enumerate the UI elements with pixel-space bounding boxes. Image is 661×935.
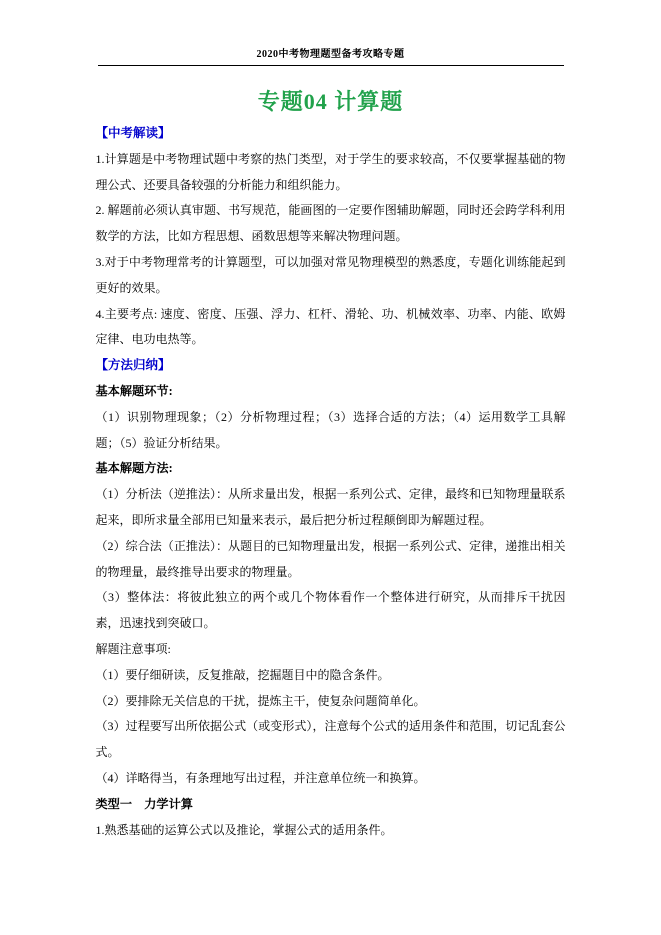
method-paragraph-2: （2）综合法（正推法）：从题目的已知物理量出发，根据一系列公式、定律，递推出相关的物理量，最终推导出要求的物理量。: [95, 538, 566, 579]
type-one-paragraph-1: 1.熟悉基础的运算公式以及推论，掌握公式的适用条件。: [95, 822, 393, 837]
exam-analysis-paragraph-1: 1.计算题是中考物理试题中考察的热门类型，对于学生的要求较高，不仅要掌握基础的物理公式、还要具备较强的分析能力和组织能力。: [95, 151, 566, 192]
subheading-basic-methods: 基本解题方法:: [95, 461, 173, 476]
exam-analysis-paragraph-4: 4.主要考点: 速度、密度、压强、浮力、杠杆、滑轮、功、机械效率、功率、内能、欧姆定律、电功电热等。: [95, 306, 566, 347]
basic-steps-paragraph: （1）识别物理现象；（2）分析物理过程；（3）选择合适的方法；（4）运用数学工具解题；（5）验证分析结果。: [95, 409, 566, 450]
note-paragraph-1: （1）要仔细研读，反复推敲，挖掘题目中的隐含条件。: [95, 667, 390, 682]
subheading-basic-steps: 基本解题环节:: [95, 383, 173, 398]
section-heading-exam-analysis: 【中考解读】: [95, 126, 171, 140]
exam-analysis-paragraph-3: 3.对于中考物理常考的计算题型，可以加强对常见物理模型的熟悉度，专题化训练能起到更好的效果。: [95, 254, 566, 295]
subheading-solving-notes: 解题注意事项:: [95, 641, 171, 656]
page-title: 专题04 计算题: [257, 89, 404, 114]
page-header: [98, 0, 564, 66]
note-paragraph-4: （4）详略得当，有条理地写出过程，并注意单位统一和换算。: [95, 770, 426, 785]
note-paragraph-3: （3）过程要写出所依据公式（或变形式），注意每个公式的适用条件和范围，切记乱套公式。: [95, 719, 566, 760]
method-paragraph-1: （1）分析法（逆推法）：从所求量出发，根据一系列公式、定律，最终和已知物理量联系起来，即所求量全部用已知量来表示，最后把分析过程颠倒即为解题过程。: [95, 487, 566, 527]
section-heading-method-summary: 【方法归纳】: [95, 358, 171, 373]
method-paragraph-3: （3）整体法：将彼此独立的两个或几个物体看作一个整体进行研究，从而排斥干扰因素，迅速找到突破口。: [95, 590, 566, 631]
header-title: 2020中考物理题型备考攻略专题: [256, 49, 405, 60]
document-body: [96, 121, 566, 843]
section-heading-type-one: 类型一 力学计算: [95, 796, 193, 811]
note-paragraph-2: （2）要排除无关信息的干扰，提炼主干，使复杂问题简单化。: [95, 693, 426, 708]
exam-analysis-paragraph-2: 2. 解题前必须认真审题、书写规范，能画图的一定要作图辅助解题，同时还会跨学科利用数学的方法，比如方程思想、函数思想等来解决物理问题。: [95, 203, 566, 244]
